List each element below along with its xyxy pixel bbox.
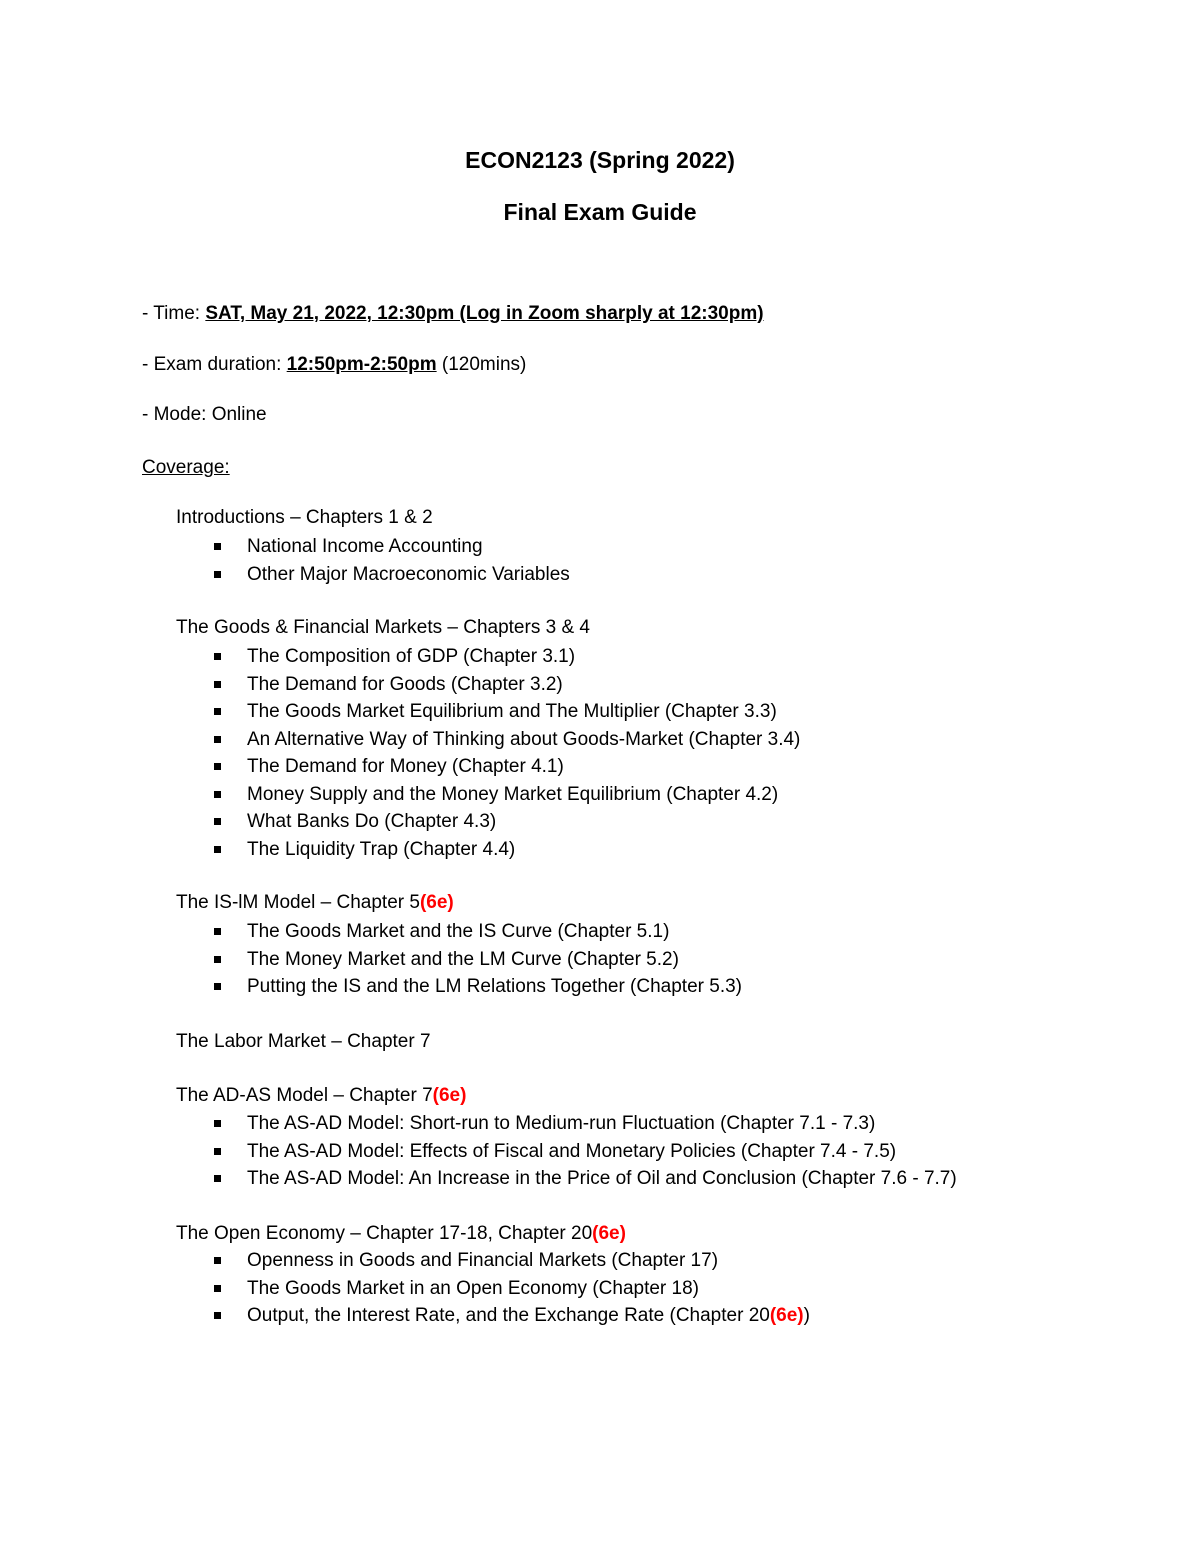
list-item (212, 838, 800, 866)
bullet-icon (214, 956, 221, 963)
section-heading-open-economy (176, 1222, 626, 1246)
section-list-goods-financial (212, 645, 800, 865)
bullet-icon (214, 1120, 221, 1127)
section-heading-text: The IS-lM Model – Chapter 5 (176, 892, 420, 913)
time-value: SAT, May 21, 2022, 12:30pm (Log in Zoom sharply at 12:30pm) (205, 303, 764, 324)
edition-marker: (6e) (419, 892, 454, 913)
bullet-icon (214, 708, 221, 715)
list-item-tail: ) (803, 1305, 810, 1326)
section-heading-goods-financial (176, 616, 590, 640)
bullet-icon (214, 846, 221, 853)
duration-value: 12:50pm-2:50pm (286, 354, 437, 375)
edition-marker: (6e) (432, 1085, 467, 1106)
section-heading-text: The Goods & Financial Markets – Chapters 3 & 4 (176, 617, 590, 638)
list-item-text: The Composition of GDP (Chapter 3.1) (247, 646, 576, 667)
list-item (212, 975, 742, 1003)
list-item (212, 700, 800, 728)
bullet-icon (214, 681, 221, 688)
bullet-icon (214, 1175, 221, 1182)
list-item-text: The Goods Market Equilibrium and The Multiplier (Chapter 3.3) (247, 701, 777, 722)
list-item-text: The AS-AD Model: An Increase in the Price of Oil and Conclusion (Chapter 7.6 - 7.7) (247, 1168, 957, 1189)
bullet-icon (214, 1312, 221, 1319)
section-heading-text: Introductions – Chapters 1 & 2 (176, 507, 433, 528)
list-item (212, 1140, 957, 1168)
list-item-text: An Alternative Way of Thinking about Goods-Market (Chapter 3.4) (247, 728, 801, 750)
list-item (212, 755, 800, 783)
list-item (212, 563, 570, 591)
list-item-text: The Goods Market in an Open Economy (Chapter 18) (247, 1277, 700, 1299)
list-item-text: The Liquidity Trap (Chapter 4.4) (247, 838, 516, 860)
section-list-islm (212, 920, 742, 1003)
list-item (212, 728, 800, 756)
list-item-text: The AS-AD Model: Short-run to Medium-run Fluctuation (Chapter 7.1 - 7.3) (247, 1113, 876, 1134)
bullet-icon (214, 653, 221, 660)
section-heading-text: The Open Economy – Chapter 17-18, Chapter 20 (176, 1223, 593, 1244)
list-item (212, 645, 800, 673)
list-item-text: Other Major Macroeconomic Variables (247, 563, 570, 585)
bullet-icon (214, 543, 221, 550)
bullet-icon (214, 1148, 221, 1155)
bullet-icon (214, 818, 221, 825)
list-item-text: The Demand for Money (Chapter 4.1) (247, 756, 564, 777)
bullet-icon (214, 736, 221, 743)
bullet-icon (214, 791, 221, 798)
list-item (212, 810, 800, 838)
edition-marker: (6e) (592, 1223, 626, 1244)
bullet-icon (214, 763, 221, 770)
section-heading-labor-market (176, 1030, 431, 1054)
list-item (212, 1167, 957, 1195)
list-item-text: The Goods Market and the IS Curve (Chapter 5.1) (247, 921, 670, 942)
bullet-icon (214, 1257, 221, 1264)
section-heading-text: The Labor Market – Chapter 7 (176, 1031, 431, 1052)
section-heading-introductions (176, 506, 433, 530)
bullet-icon (214, 983, 221, 990)
list-item (212, 1112, 957, 1140)
list-item (212, 948, 742, 976)
list-item-text: The Demand for Goods (Chapter 3.2) (247, 673, 563, 695)
section-list-adas (212, 1112, 957, 1195)
list-item-text: National Income Accounting (247, 536, 483, 557)
list-item (212, 783, 800, 811)
list-item (212, 535, 570, 563)
section-heading-islm (176, 891, 454, 915)
bullet-icon (214, 928, 221, 935)
list-item (212, 1304, 810, 1332)
section-list-introductions (212, 535, 570, 590)
course-title: ECON2123 (Spring 2022) (465, 147, 735, 173)
list-item-text: Output, the Interest Rate, and the Exchange Rate (Chapter 20 (247, 1305, 770, 1326)
list-item (212, 920, 742, 948)
duration-line (142, 353, 526, 377)
list-item-text: Money Supply and the Money Market Equilibrium (Chapter 4.2) (247, 783, 779, 805)
list-item (212, 673, 800, 701)
bullet-icon (214, 1285, 221, 1292)
document-title: Final Exam Guide (503, 199, 697, 225)
list-item-text: Putting the IS and the LM Relations Together (Chapter 5.3) (247, 976, 743, 997)
section-heading-text: The AD-AS Model – Chapter 7 (176, 1085, 433, 1106)
mode-line: - Mode: Online (142, 404, 267, 425)
list-item-text: Openness in Goods and Financial Markets (Chapter 17) (247, 1250, 719, 1271)
list-item (212, 1249, 810, 1277)
section-list-open-economy (212, 1249, 810, 1332)
bullet-icon (214, 571, 221, 578)
duration-label: - Exam duration: (142, 354, 287, 375)
list-item (212, 1277, 810, 1305)
coverage-heading: Coverage: (142, 457, 230, 478)
time-label: - Time: (142, 303, 206, 324)
list-item-text: What Banks Do (Chapter 4.3) (247, 811, 497, 832)
edition-marker: (6e) (769, 1305, 804, 1326)
list-item-text: The Money Market and the LM Curve (Chapter 5.2) (247, 948, 679, 970)
section-heading-adas (176, 1084, 466, 1108)
time-line (142, 302, 764, 326)
duration-suffix: (120mins) (436, 354, 527, 375)
list-item-text: The AS-AD Model: Effects of Fiscal and Monetary Policies (Chapter 7.4 - 7.5) (247, 1140, 897, 1162)
